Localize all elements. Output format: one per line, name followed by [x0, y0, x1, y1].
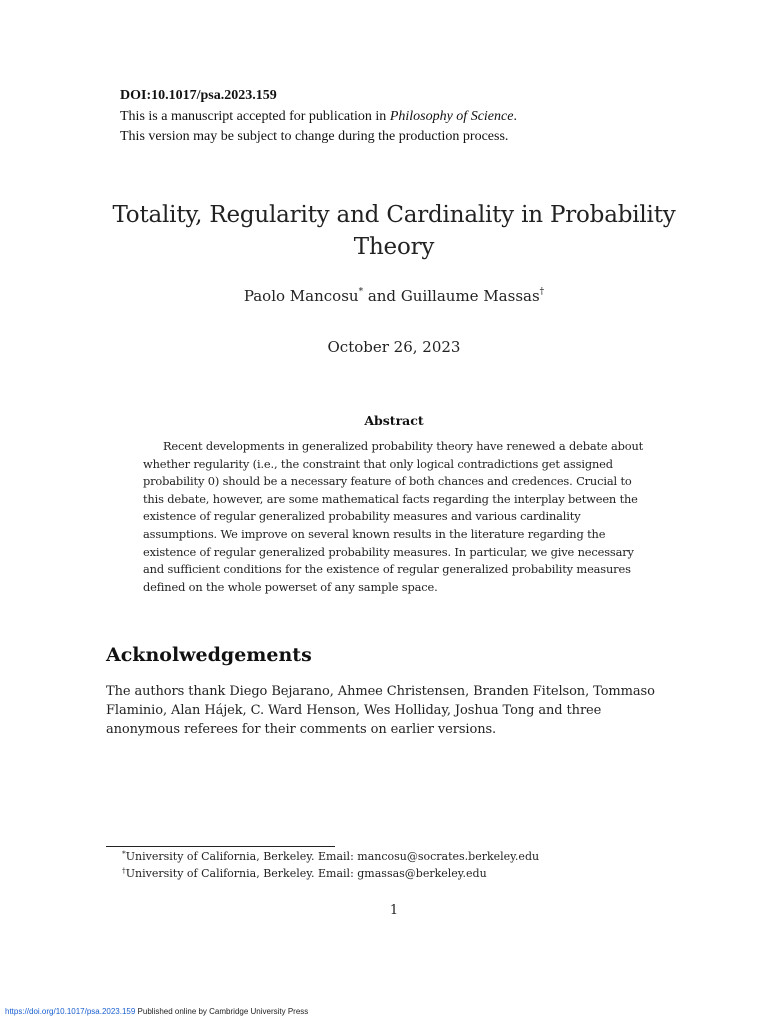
- footnote-1-mark: *: [122, 849, 126, 858]
- abstract-text: Recent developments in generalized probability theory have renewed a debate about whether regularity (i.e., the constraint that only logical contradictions get assigned probability 0) should be a necessary feature of both chances and credences. Crucial to this debate, however, are some mathematical facts regarding the interplay between the existence of regular generalized probability measures and various cardinality assumptions. We improve on several known results in the literature regarding the existence of regular generalized probability measures. In particular, we give necessary and sufficient conditions for the existence of regular generalized probability measures defined on the whole powerset of any sample space.: [143, 439, 644, 594]
- doi-line: DOI:10.1017/psa.2023.159: [120, 88, 277, 103]
- acknowledgements-heading: Acknolwedgements: [106, 644, 312, 666]
- footnote-2-mark: †: [122, 865, 126, 875]
- footnote-2-text: University of California, Berkeley. Email: gmassas@berkeley.edu: [125, 866, 487, 880]
- accepted-line: [120, 107, 680, 128]
- abstract-heading: Abstract: [364, 413, 424, 428]
- accepted-suffix: .: [513, 108, 517, 124]
- footnotes: [122, 849, 682, 882]
- journal-name: Philosophy of Science: [389, 108, 514, 124]
- page-number: 1: [389, 903, 399, 918]
- author-1-footnote-mark: *: [358, 287, 364, 297]
- author-2-name: Guillaume Massas: [400, 287, 540, 305]
- author-2-footnote-mark: †: [539, 287, 545, 297]
- accepted-prefix: This is a manuscript accepted for publication in: [120, 108, 390, 124]
- publisher-bar: [5, 1006, 308, 1017]
- publisher-note: Published online by Cambridge University Press: [135, 1007, 309, 1016]
- author-line: [84, 285, 704, 307]
- doi-link[interactable]: https://doi.org/10.1017/psa.2023.159: [5, 1007, 136, 1016]
- version-note: This version may be subject to change during the production process.: [120, 129, 509, 144]
- footnote-1: [122, 849, 682, 866]
- footnote-divider: [106, 846, 335, 847]
- paper-title: Totality, Regularity and Cardinality in Probability Theory: [112, 202, 676, 260]
- author-joiner: and: [363, 287, 401, 305]
- footnote-1-text: University of California, Berkeley. Email: mancosu@socrates.berkeley.edu: [125, 850, 540, 863]
- manuscript-header: [120, 86, 680, 148]
- paper-date: October 26, 2023: [327, 338, 461, 356]
- acknowledgements-text: The authors thank Diego Bejarano, Ahmee Christensen, Branden Fitelson, Tommaso Flaminio, Alan Hájek, C. Ward Henson, Wes Holliday, Joshua Tong and three anonymous referees for their comments on earlier versions.: [106, 684, 655, 737]
- author-1-name: Paolo Mancosu: [243, 287, 359, 305]
- footnote-2: [122, 866, 682, 883]
